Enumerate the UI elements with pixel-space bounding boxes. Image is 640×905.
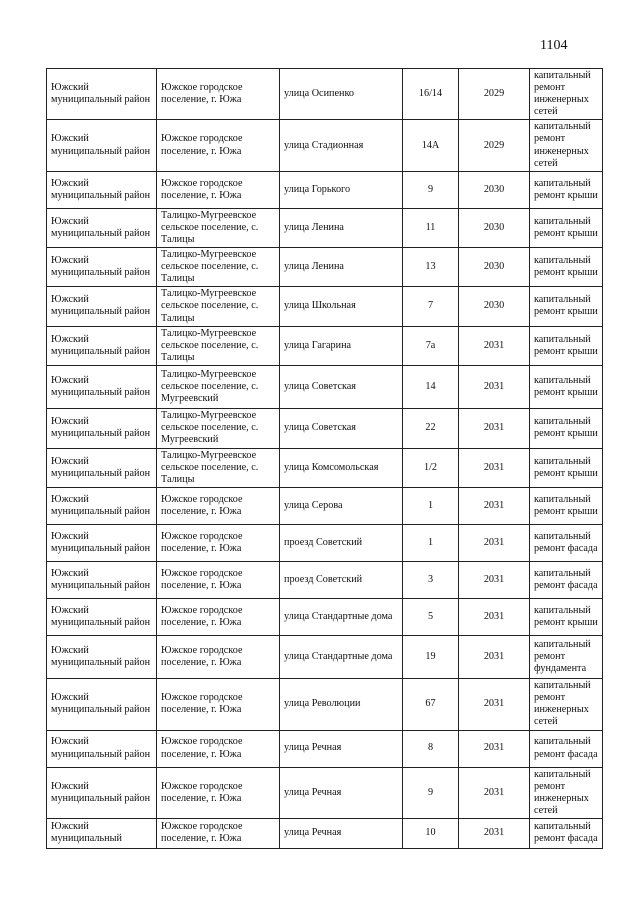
street-cell: улица Ленина	[280, 208, 403, 247]
district-cell: Южский муниципальный район	[47, 599, 157, 636]
settlement-cell: Южское городское поселение, г. Южа	[157, 525, 280, 562]
settlement-cell: Южское городское поселение, г. Южа	[157, 679, 280, 730]
street-cell: улица Советская	[280, 365, 403, 408]
settlement-cell: Талицко-Мугреевское сельское поселение, с. Талицы	[157, 326, 280, 365]
district-cell: Южский муниципальный	[47, 818, 157, 848]
house-number-cell: 8	[403, 730, 459, 767]
year-cell: 2030	[459, 171, 530, 208]
district-cell: Южский муниципальный район	[47, 767, 157, 818]
settlement-cell: Талицко-Мугреевское сельское поселение, с. Талицы	[157, 248, 280, 287]
work-type-cell: капитальный ремонт фасада	[530, 730, 603, 767]
house-number-cell: 14	[403, 365, 459, 408]
work-type-cell: капитальный ремонт крыши	[530, 599, 603, 636]
street-cell: улица Комсомольская	[280, 448, 403, 487]
work-type-cell: капитальный ремонт фасада	[530, 818, 603, 848]
district-cell: Южский муниципальный район	[47, 326, 157, 365]
settlement-cell: Южское городское поселение, г. Южа	[157, 562, 280, 599]
settlement-cell: Южское городское поселение, г. Южа	[157, 599, 280, 636]
house-number-cell: 11	[403, 208, 459, 247]
settlement-cell: Южское городское поселение, г. Южа	[157, 171, 280, 208]
house-number-cell: 16/14	[403, 69, 459, 120]
year-cell: 2031	[459, 818, 530, 848]
table-row	[47, 679, 603, 730]
settlement-cell: Южское городское поселение, г. Южа	[157, 818, 280, 848]
work-type-cell: капитальный ремонт крыши	[530, 448, 603, 487]
table-row	[47, 599, 603, 636]
district-cell: Южский муниципальный район	[47, 120, 157, 171]
street-cell: улица Горького	[280, 171, 403, 208]
table-row	[47, 248, 603, 287]
work-type-cell: капитальный ремонт крыши	[530, 365, 603, 408]
street-cell: улица Школьная	[280, 287, 403, 326]
house-number-cell: 67	[403, 679, 459, 730]
work-type-cell: капитальный ремонт крыши	[530, 248, 603, 287]
house-number-cell: 3	[403, 562, 459, 599]
year-cell: 2031	[459, 562, 530, 599]
table-row	[47, 69, 603, 120]
house-number-cell: 5	[403, 599, 459, 636]
year-cell: 2031	[459, 679, 530, 730]
settlement-cell: Талицко-Мугреевское сельское поселение, с. Мугреевский	[157, 365, 280, 408]
table-row	[47, 818, 603, 848]
street-cell: улица Осипенко	[280, 69, 403, 120]
year-cell: 2031	[459, 730, 530, 767]
district-cell: Южский муниципальный район	[47, 525, 157, 562]
work-type-cell: капитальный ремонт фасада	[530, 562, 603, 599]
street-cell: улица Советская	[280, 408, 403, 448]
street-cell: улица Гагарина	[280, 326, 403, 365]
year-cell: 2031	[459, 488, 530, 525]
house-number-cell: 9	[403, 171, 459, 208]
year-cell: 2031	[459, 326, 530, 365]
settlement-cell: Южское городское поселение, г. Южа	[157, 69, 280, 120]
district-cell: Южский муниципальный район	[47, 365, 157, 408]
district-cell: Южский муниципальный район	[47, 171, 157, 208]
district-cell: Южский муниципальный район	[47, 408, 157, 448]
street-cell: улица Стандартные дома	[280, 599, 403, 636]
district-cell: Южский муниципальный район	[47, 69, 157, 120]
house-number-cell: 22	[403, 408, 459, 448]
settlement-cell: Талицко-Мугреевское сельское поселение, с. Талицы	[157, 287, 280, 326]
street-cell: улица Революции	[280, 679, 403, 730]
settlement-cell: Южское городское поселение, г. Южа	[157, 636, 280, 679]
house-number-cell: 10	[403, 818, 459, 848]
year-cell: 2030	[459, 287, 530, 326]
district-cell: Южский муниципальный район	[47, 488, 157, 525]
year-cell: 2031	[459, 365, 530, 408]
settlement-cell: Талицко-Мугреевское сельское поселение, с. Талицы	[157, 448, 280, 487]
district-cell: Южский муниципальный район	[47, 448, 157, 487]
street-cell: улица Ленина	[280, 248, 403, 287]
work-type-cell: капитальный ремонт инженерных сетей	[530, 120, 603, 171]
settlement-cell: Южское городское поселение, г. Южа	[157, 488, 280, 525]
table-row	[47, 120, 603, 171]
work-type-cell: капитальный ремонт крыши	[530, 287, 603, 326]
street-cell: улица Речная	[280, 818, 403, 848]
work-type-cell: капитальный ремонт инженерных сетей	[530, 69, 603, 120]
settlement-cell: Южское городское поселение, г. Южа	[157, 120, 280, 171]
house-number-cell: 7	[403, 287, 459, 326]
table-row	[47, 562, 603, 599]
district-cell: Южский муниципальный район	[47, 287, 157, 326]
district-cell: Южский муниципальный район	[47, 636, 157, 679]
street-cell: проезд Советский	[280, 525, 403, 562]
year-cell: 2031	[459, 448, 530, 487]
work-type-cell: капитальный ремонт крыши	[530, 208, 603, 247]
table-row	[47, 767, 603, 818]
work-type-cell: капитальный ремонт крыши	[530, 408, 603, 448]
page-number: 1104	[540, 38, 568, 53]
year-cell: 2031	[459, 408, 530, 448]
table-row	[47, 365, 603, 408]
table-row	[47, 287, 603, 326]
work-type-cell: капитальный ремонт крыши	[530, 326, 603, 365]
year-cell: 2031	[459, 599, 530, 636]
table-row	[47, 636, 603, 679]
table-body	[47, 69, 603, 849]
house-number-cell: 1/2	[403, 448, 459, 487]
street-cell: улица Речная	[280, 730, 403, 767]
table-row	[47, 326, 603, 365]
house-number-cell: 13	[403, 248, 459, 287]
house-number-cell: 14А	[403, 120, 459, 171]
house-number-cell: 1	[403, 488, 459, 525]
table-row	[47, 171, 603, 208]
district-cell: Южский муниципальный район	[47, 730, 157, 767]
settlement-cell: Южское городское поселение, г. Южа	[157, 767, 280, 818]
street-cell: улица Стадионная	[280, 120, 403, 171]
work-type-cell: капитальный ремонт крыши	[530, 171, 603, 208]
house-number-cell: 7а	[403, 326, 459, 365]
house-number-cell: 1	[403, 525, 459, 562]
table-row	[47, 208, 603, 247]
district-cell: Южский муниципальный район	[47, 562, 157, 599]
house-number-cell: 9	[403, 767, 459, 818]
settlement-cell: Талицко-Мугреевское сельское поселение, с. Талицы	[157, 208, 280, 247]
year-cell: 2030	[459, 248, 530, 287]
street-cell: улица Серова	[280, 488, 403, 525]
table-row	[47, 525, 603, 562]
table-row	[47, 448, 603, 487]
settlement-cell: Талицко-Мугреевское сельское поселение, с. Мугреевский	[157, 408, 280, 448]
settlement-cell: Южское городское поселение, г. Южа	[157, 730, 280, 767]
district-cell: Южский муниципальный район	[47, 248, 157, 287]
work-type-cell: капитальный ремонт фундамента	[530, 636, 603, 679]
table-row	[47, 488, 603, 525]
year-cell: 2029	[459, 69, 530, 120]
table-row	[47, 408, 603, 448]
year-cell: 2031	[459, 636, 530, 679]
district-cell: Южский муниципальный район	[47, 679, 157, 730]
street-cell: улица Речная	[280, 767, 403, 818]
year-cell: 2030	[459, 208, 530, 247]
work-type-cell: капитальный ремонт фасада	[530, 525, 603, 562]
district-cell: Южский муниципальный район	[47, 208, 157, 247]
year-cell: 2031	[459, 767, 530, 818]
work-type-cell: капитальный ремонт крыши	[530, 488, 603, 525]
work-type-cell: капитальный ремонт инженерных сетей	[530, 767, 603, 818]
year-cell: 2031	[459, 525, 530, 562]
house-number-cell: 19	[403, 636, 459, 679]
year-cell: 2029	[459, 120, 530, 171]
work-type-cell: капитальный ремонт инженерных сетей	[530, 679, 603, 730]
repair-schedule-table	[46, 68, 603, 849]
street-cell: проезд Советский	[280, 562, 403, 599]
street-cell: улица Стандартные дома	[280, 636, 403, 679]
table-row	[47, 730, 603, 767]
